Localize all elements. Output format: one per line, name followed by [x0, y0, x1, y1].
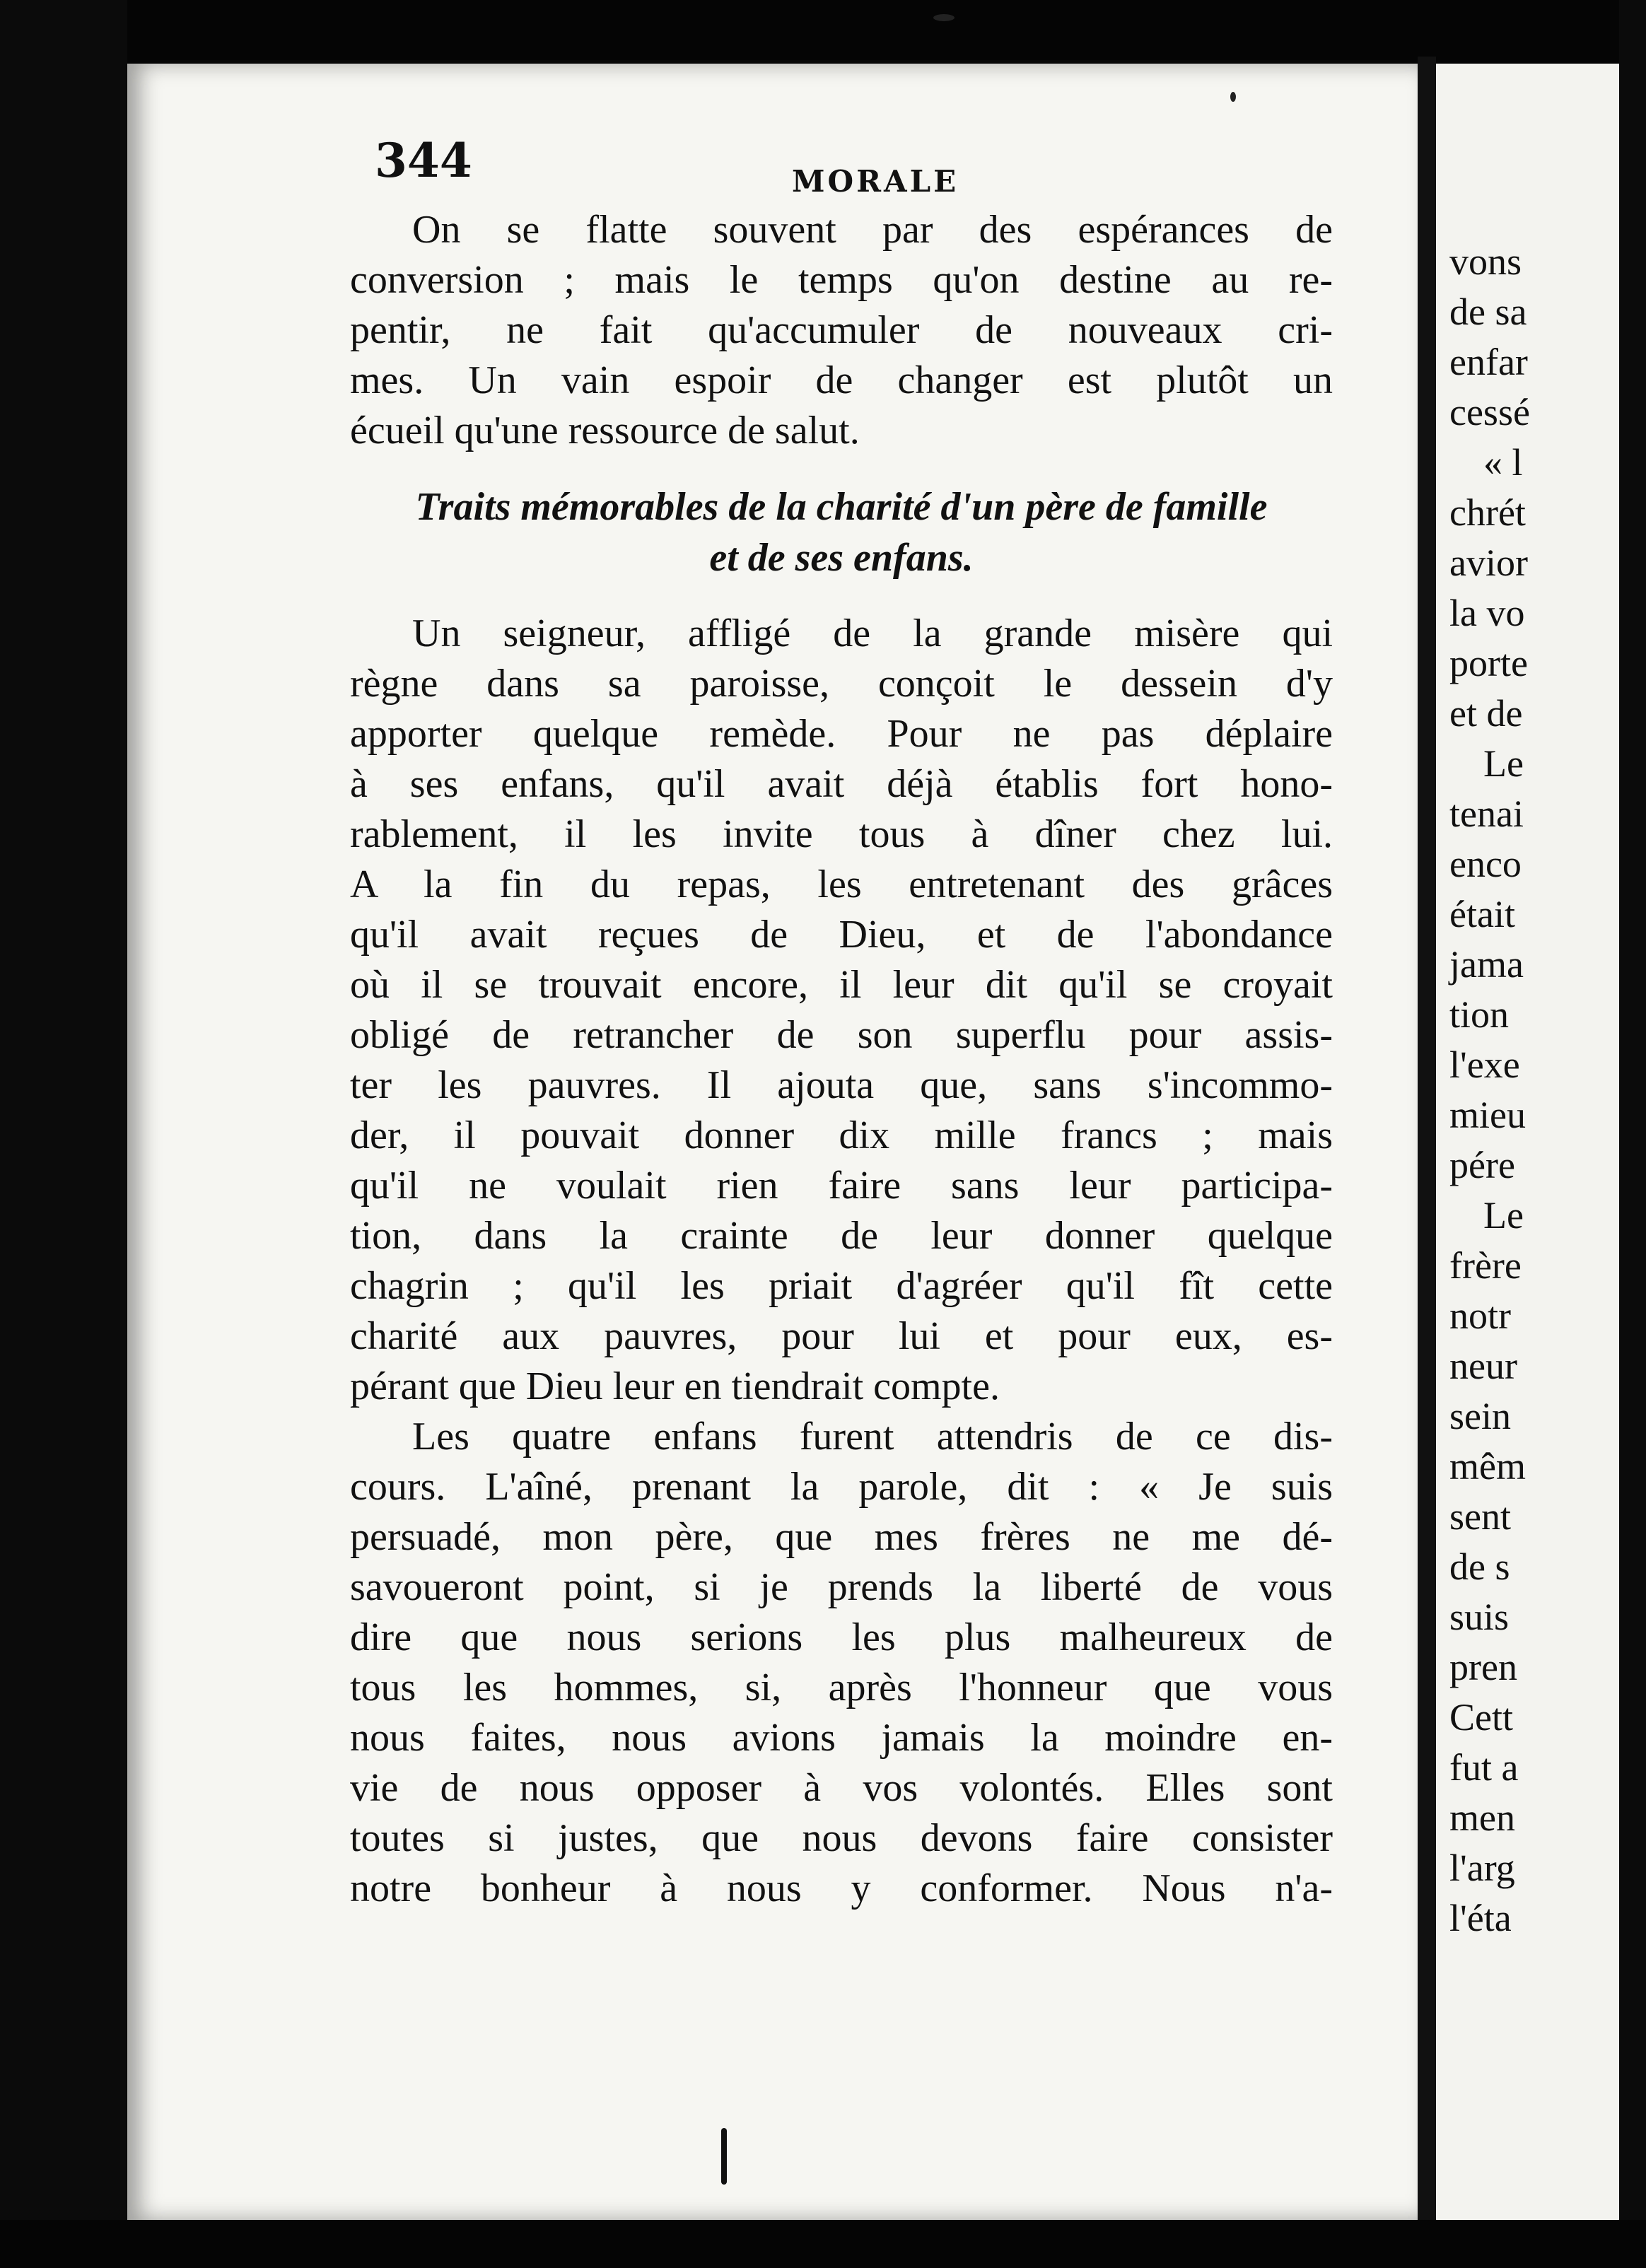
text-line: apporter quelque remède. Pour ne pas déplaire	[350, 712, 1333, 756]
right-text-line: chrét	[1449, 491, 1526, 534]
right-text-line: de s	[1449, 1545, 1510, 1588]
scan-speck	[721, 2128, 727, 2185]
text-line: obligé de retrancher de son superflu pour assis-	[350, 1013, 1333, 1057]
text-line: toutes si justes, que nous devons faire consister	[350, 1816, 1333, 1860]
text-line: charité aux pauvres, pour lui et pour eux, es-	[350, 1314, 1333, 1358]
text-line: à ses enfans, qu'il avait déjà établis fort hono-	[350, 762, 1333, 806]
text-line: conversion ; mais le temps qu'on destine au re-	[350, 258, 1333, 302]
right-text-line: Le	[1483, 742, 1524, 785]
right-text-line: avior	[1449, 542, 1528, 584]
right-text-line: porte	[1449, 642, 1528, 684]
text-line: qu'il ne voulait rien faire sans leur participa-	[350, 1164, 1333, 1208]
text-line: savoueront point, si je prends la liberté de vous	[350, 1565, 1333, 1609]
right-text-line: de sa	[1449, 291, 1527, 333]
right-text-line: pére	[1449, 1144, 1515, 1186]
spacer	[350, 456, 1333, 481]
running-title: MORALE	[792, 164, 959, 199]
text-line: vie de nous opposer à vos volontés. Elles sont	[350, 1766, 1333, 1810]
right-text-line: sein	[1449, 1395, 1511, 1437]
text-line: nous faites, nous avions jamais la moindre en-	[350, 1716, 1333, 1760]
text-line: pentir, ne fait qu'accumuler de nouveaux cri-	[350, 308, 1333, 352]
right-text-line: était	[1449, 893, 1515, 935]
right-text-line: frère	[1449, 1244, 1522, 1287]
right-text-line: men	[1449, 1796, 1515, 1839]
text-line: dire que nous serions les plus malheureux de	[350, 1615, 1333, 1659]
right-text-line: neur	[1449, 1345, 1517, 1387]
right-text-line: Le	[1483, 1194, 1524, 1237]
right-text-line: l'éta	[1449, 1897, 1512, 1939]
text-line: der, il pouvait donner dix mille francs ; mais	[350, 1113, 1333, 1157]
right-text-line: enco	[1449, 843, 1522, 885]
text-line: pérant que Dieu leur en tiendrait compte.	[350, 1364, 1000, 1408]
right-text-line: mieu	[1449, 1094, 1526, 1136]
page-number: 344	[375, 133, 472, 188]
text-line: cours. L'aîné, prenant la parole, dit : « Je suis	[350, 1465, 1333, 1509]
right-text-line: l'arg	[1449, 1847, 1515, 1889]
section-heading: et de ses enfans.	[709, 536, 974, 580]
scan-top-border	[0, 0, 1646, 64]
text-line: Les quatre enfans furent attendris de ce dis-	[412, 1415, 1333, 1459]
text-line: mes. Un vain espoir de changer est plutôt un	[350, 358, 1333, 402]
text-line: notre bonheur à nous y conformer. Nous n'a-	[350, 1866, 1333, 1910]
text-line: rablement, il les invite tous à dîner chez lui.	[350, 812, 1333, 856]
right-text-line: suis	[1449, 1596, 1510, 1638]
right-text-line: mêm	[1449, 1445, 1526, 1487]
text-line: tous les hommes, si, après l'honneur que vous	[350, 1666, 1333, 1709]
right-text-line: tenai	[1449, 793, 1524, 835]
book-gutter	[1418, 57, 1436, 2220]
right-text-line: fut a	[1449, 1746, 1519, 1789]
right-text-line: pren	[1449, 1646, 1517, 1688]
main-text	[350, 205, 1333, 1914]
spacer	[350, 583, 1333, 609]
scan-speck	[1230, 92, 1236, 102]
text-line: ter les pauvres. Il ajouta que, sans s'incommo-	[350, 1063, 1333, 1107]
right-text-line: cessé	[1449, 391, 1530, 433]
section-heading: Traits mémorables de la charité d'un père de famille	[415, 485, 1268, 529]
text-line: tion, dans la crainte de leur donner quelque	[350, 1214, 1333, 1258]
book-left-edge	[0, 0, 127, 2268]
text-line: qu'il avait reçues de Dieu, et de l'abondance	[350, 913, 1333, 957]
right-text-line: enfar	[1449, 341, 1528, 383]
book-right-edge	[1619, 0, 1646, 2268]
scan-speck	[933, 14, 955, 21]
right-text-line: Cett	[1449, 1696, 1513, 1738]
text-line: A la fin du repas, les entretenant des grâces	[350, 863, 1333, 906]
text-line: écueil qu'une ressource de salut.	[350, 409, 860, 452]
right-text-line: notr	[1449, 1294, 1511, 1337]
text-line: Un seigneur, affligé de la grande misère qui	[412, 612, 1333, 655]
right-text-line: vons	[1449, 240, 1522, 283]
text-line: règne dans sa paroisse, conçoit le dessein d'y	[350, 662, 1333, 706]
right-text-line: et de	[1449, 692, 1523, 735]
right-text-line: jama	[1449, 943, 1524, 986]
right-text-line: l'exe	[1449, 1044, 1520, 1086]
right-text-line: tion	[1449, 993, 1510, 1036]
text-line: On se flatte souvent par des espérances de	[412, 208, 1333, 252]
right-page-text	[1449, 237, 1619, 1943]
right-text-line: sent	[1449, 1495, 1511, 1538]
text-line: persuadé, mon père, que mes frères ne me dé-	[350, 1515, 1333, 1559]
right-text-line: la vo	[1449, 592, 1525, 634]
right-text-line: « l	[1483, 441, 1523, 484]
scan-bottom-border	[0, 2220, 1646, 2268]
text-line: où il se trouvait encore, il leur dit qu'il se croyait	[350, 963, 1333, 1007]
text-line: chagrin ; qu'il les priait d'agréer qu'il fît cette	[350, 1264, 1333, 1308]
